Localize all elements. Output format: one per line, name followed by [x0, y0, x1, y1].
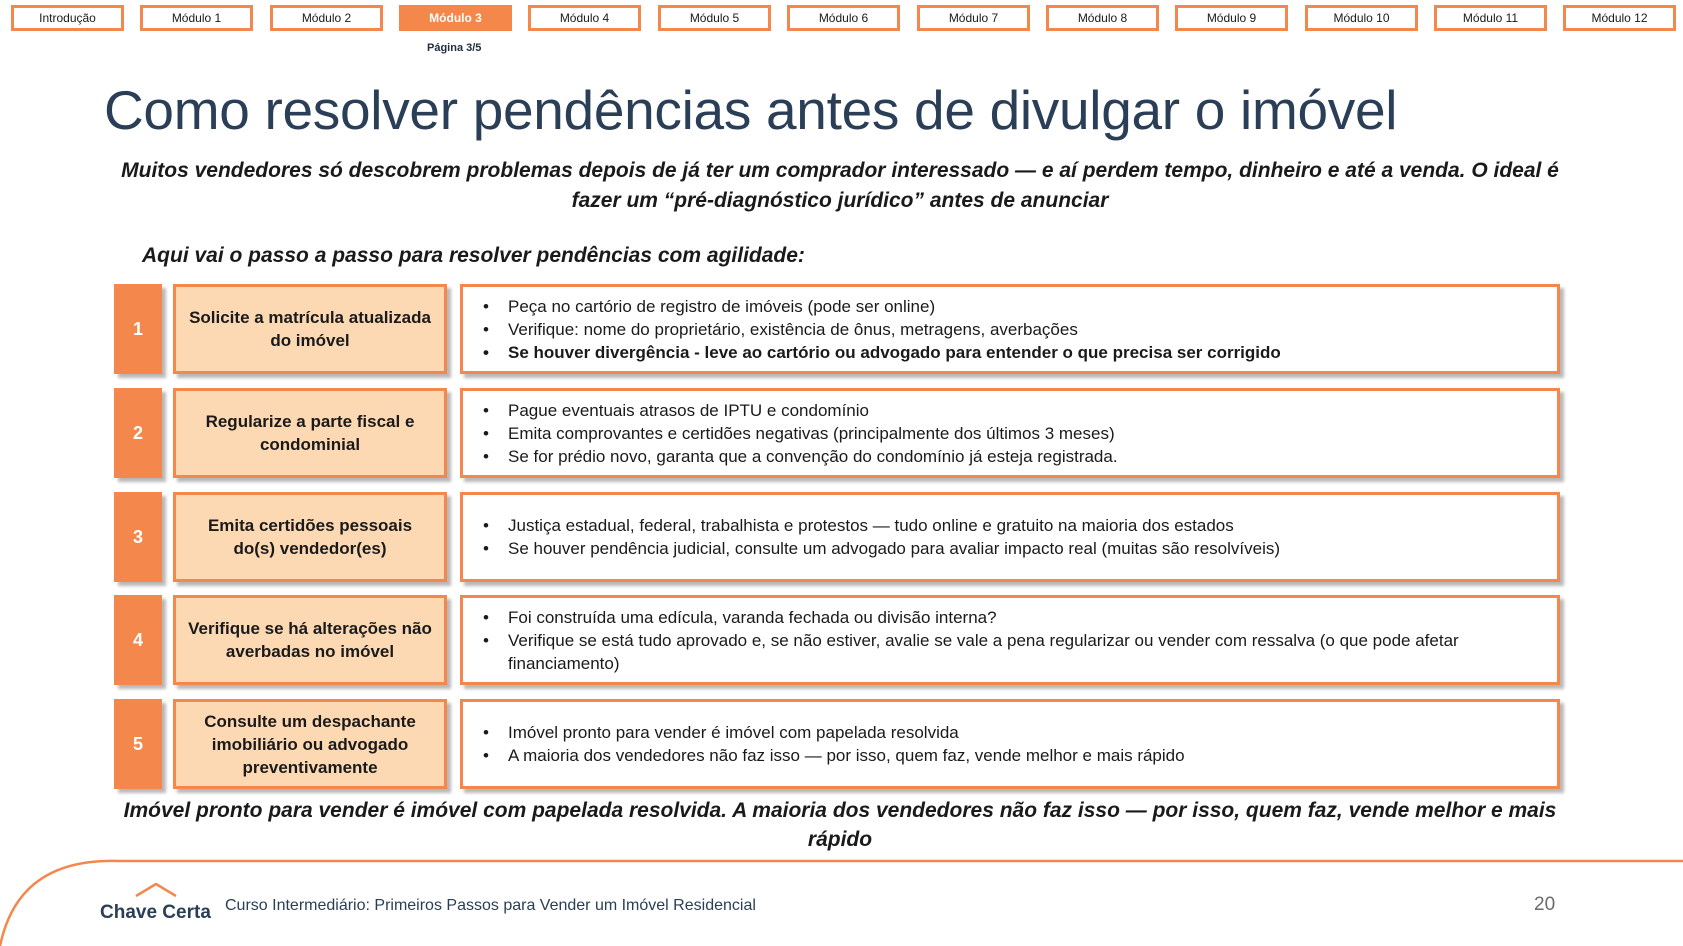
brand-name: Chave Certa: [100, 902, 211, 923]
step-label: [173, 388, 447, 478]
step-details: [460, 388, 1560, 478]
step-details: [460, 492, 1560, 582]
step-label: [173, 595, 447, 685]
house-roof-icon: [134, 882, 178, 898]
step-label-text: Emita certidões pessoais do(s) vendedor(es): [207, 516, 413, 558]
tab-modulo-7[interactable]: Módulo 7: [917, 5, 1030, 31]
tab-modulo-10[interactable]: Módulo 10: [1305, 5, 1418, 31]
step-label: [173, 284, 447, 374]
tab-introducao[interactable]: Introdução: [11, 5, 124, 31]
bullet-list: [483, 721, 1185, 767]
tab-modulo-9[interactable]: Módulo 9: [1175, 5, 1288, 31]
step-details: [460, 284, 1560, 374]
bullet-item: • Foi construída uma edícula, varanda fechada ou divisão interna?: [483, 606, 1541, 629]
step-3: [114, 492, 1560, 582]
bullet-item: • Imóvel pronto para vender é imóvel com papelada resolvida: [483, 721, 1185, 744]
bullet-item: • Peça no cartório de registro de imóveis (pode ser online): [483, 295, 1281, 318]
slide-title: Como resolver pendências antes de divulgar o imóvel: [104, 79, 1398, 141]
bullet-item: • Se houver divergência - leve ao cartório ou advogado para entender o que precisa ser corrigido: [483, 341, 1281, 364]
step-label-text: Solicite a matrícula atualizada do imóvel: [189, 308, 431, 350]
tab-modulo-5[interactable]: Módulo 5: [658, 5, 771, 31]
tab-modulo-6[interactable]: Módulo 6: [787, 5, 900, 31]
slide-subtitle: Muitos vendedores só descobrem problemas depois de já ter um comprador interessado — e aí perdem tempo, dinheiro e até a venda. O ideal é fazer um “pré-diagnóstico jurídico” antes de anunciar: [121, 159, 1559, 212]
step-label: [173, 492, 447, 582]
tab-modulo-11[interactable]: Módulo 11: [1434, 5, 1547, 31]
step-label-text: Verifique se há alterações não averbadas no imóvel: [188, 619, 432, 661]
bullet-item: • Pague eventuais atrasos de IPTU e condomínio: [483, 399, 1118, 422]
bullet-item: • Se houver pendência judicial, consulte um advogado para avaliar impacto real (muitas são resolvíveis): [483, 537, 1280, 560]
bullet-list: [483, 295, 1281, 364]
step-label: [173, 699, 447, 789]
bullet-item: • Verifique se está tudo aprovado e, se não estiver, avalie se vale a pena regularizar ou vender com ressalva (o que pode afetar financiamento): [483, 629, 1541, 675]
course-title: Curso Intermediário: Primeiros Passos para Vender um Imóvel Residencial: [225, 897, 756, 914]
bullet-list: [483, 514, 1280, 560]
tab-modulo-4[interactable]: Módulo 4: [528, 5, 641, 31]
step-5: [114, 699, 1560, 789]
tab-modulo-12[interactable]: Módulo 12: [1563, 5, 1676, 31]
module-nav: [11, 5, 1679, 31]
bullet-list: [483, 399, 1118, 468]
step-4: [114, 595, 1560, 685]
page-number: 20: [1534, 894, 1556, 915]
step-label-text: Regularize a parte fiscal e condominial: [205, 412, 415, 454]
step-details: [460, 595, 1560, 685]
step-details: [460, 699, 1560, 789]
step-number: 5: [114, 699, 162, 789]
bullet-item: • Emita comprovantes e certidões negativas (principalmente dos últimos 3 meses): [483, 422, 1118, 445]
step-label-text: Consulte um despachante imobiliário ou advogado preventivamente: [204, 711, 416, 777]
page-indicator: Página 3/5: [427, 42, 482, 54]
bullet-item: • Se for prédio novo, garanta que a convenção do condomínio já esteja registrada.: [483, 445, 1118, 468]
step-number: 4: [114, 595, 162, 685]
brand-logo: [100, 882, 212, 928]
tab-modulo-1[interactable]: Módulo 1: [140, 5, 253, 31]
step-number: 3: [114, 492, 162, 582]
step-2: [114, 388, 1560, 478]
tab-modulo-3[interactable]: Módulo 3: [399, 5, 512, 31]
step-number: 2: [114, 388, 162, 478]
bullet-item: • A maioria dos vendedores não faz isso — por isso, quem faz, vende melhor e mais rápido: [483, 744, 1185, 767]
tab-modulo-8[interactable]: Módulo 8: [1046, 5, 1159, 31]
bullet-item: • Verifique: nome do proprietário, existência de ônus, metragens, averbações: [483, 318, 1281, 341]
bullet-list: [483, 606, 1541, 675]
step-1: [114, 284, 1560, 374]
tab-modulo-2[interactable]: Módulo 2: [270, 5, 383, 31]
step-number: 1: [114, 284, 162, 374]
bullet-item: • Justiça estadual, federal, trabalhista e protestos — tudo online e gratuito na maioria dos estados: [483, 514, 1280, 537]
steps-intro: Aqui vai o passo a passo para resolver pendências com agilidade:: [142, 244, 805, 267]
slide-conclusion: Imóvel pronto para vender é imóvel com papelada resolvida. A maioria dos vendedores não faz isso — por isso, quem faz, vende melhor e mais rápido: [123, 799, 1557, 851]
